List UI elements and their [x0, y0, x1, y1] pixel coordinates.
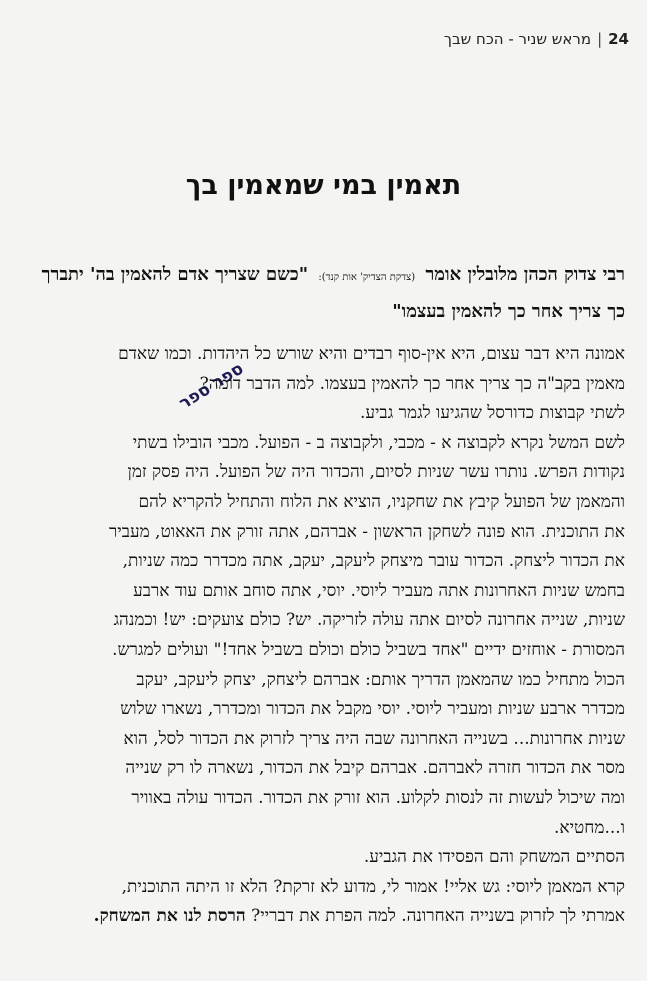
quote-text: "כשם שצריך אדם להאמין בה' יתברך כך צריך אחר כך להאמין בעצמו" [41, 264, 625, 322]
body-line: אמונה היא דבר עצום, היא אין-סוף רבדים והיא שורש כל היהדות. וכמו שאדם [118, 344, 625, 364]
quote-author: רבי צדוק הכהן מלובלין [467, 264, 625, 285]
body-line: ו...מחטיא. [553, 817, 625, 838]
body-line-text: אמרתי לך לזרוק בשנייה האחרונה. למה הפרת את דבריי? [251, 906, 625, 927]
book-title: מראש שניר - הכח שבך [443, 30, 592, 48]
body-line: המסורת - אוחזים ידיים "אחד בשביל כולם וכולם בשביל אחד!" ועולים למגרש. [112, 639, 625, 660]
header-separator: | [597, 30, 603, 48]
body-paragraph [19, 340, 625, 932]
body-line: בחמש שניות האחרונות אתה מעביר ליוסי. יוסי, אתה סוחב אותם עוד ארבע [133, 580, 625, 601]
body-line: הסתיים המשחק והם הפסידו את הגביע. [363, 847, 625, 868]
body-text [19, 340, 625, 932]
opening-quote [19, 258, 625, 329]
quote-says: אומר [425, 264, 462, 285]
page-number: 24 [608, 30, 629, 48]
body-line: שניות אחרונות... בשנייה האחרונה שבה היה צריך לזרוק את הכדור לסל, הוא [123, 728, 625, 749]
body-line: לשתי קבוצות כדורסל שהגיעו לגמר גביע. [359, 403, 625, 424]
body-line-last [19, 902, 625, 932]
body-line: מסר את הכדור חזרה לאברהם. אברהם קיבל את הכדור, נשארה לו רק שנייה [125, 758, 625, 779]
body-line: מכדרר ארבע שניות ומעביר ליוסי. יוסי מקבל את הכדור ומכדרר, נשארו שלוש [120, 699, 625, 720]
body-line: את התוכנית. הוא פונה לשחקן הראשון - אברהם, אתה זורק את האאוט, מעביר [108, 521, 625, 542]
body-line: הכול מתחיל כמו שהמאמן הדריך אותם: אברהם ליצחק, יצחק ליעקב, יעקב [136, 669, 625, 690]
chapter-title: תאמין במי שמאמין בך [185, 170, 462, 201]
body-line: לשם המשל נקרא לקבוצה א - מכבי, ולקבוצה ב - הפועל. מכבי הובילו בשתי [132, 432, 625, 453]
body-line: ומה שיכול לעשות זה לנסות לקלוע. הוא זורק את הכדור. הכדור עולה באוויר [131, 787, 625, 808]
body-line: את הכדור ליצחק. הכדור עובר מיצחק ליעקב, יעקב, אתה מכדרר כמה שניות, [122, 551, 625, 572]
running-head [444, 30, 629, 48]
quote-source-note: (צדקת הצדיק' אות קנד): [318, 272, 416, 283]
body-line: קרא המאמן ליוסי: גש אליי! אמור לי, מדוע לא זרקת? הלא זו היתה התוכנית, [121, 876, 625, 897]
body-bold-tail: הרסת לנו את המשחק. [93, 906, 246, 927]
stamp-text: ספר ספר [175, 358, 248, 414]
body-line: נקודות הפרש. נותרו עשר שניות לסיום, והכדור היה של הפועל. היה פסק זמן [127, 462, 625, 483]
body-line: והמאמן של הפועל קיבץ את שחקניו, הוציא את הלוח והתחיל להקריא להם [138, 491, 625, 512]
body-line: מאמין בקב"ה כך צריך אחר כך להאמין בעצמו. למה הדבר דומה? [199, 373, 625, 394]
body-line: שניות, שנייה אחרונה לסיום אתה עולה לזריקה. יש? כולם צועקים: יש! וכמנהג [113, 610, 625, 631]
